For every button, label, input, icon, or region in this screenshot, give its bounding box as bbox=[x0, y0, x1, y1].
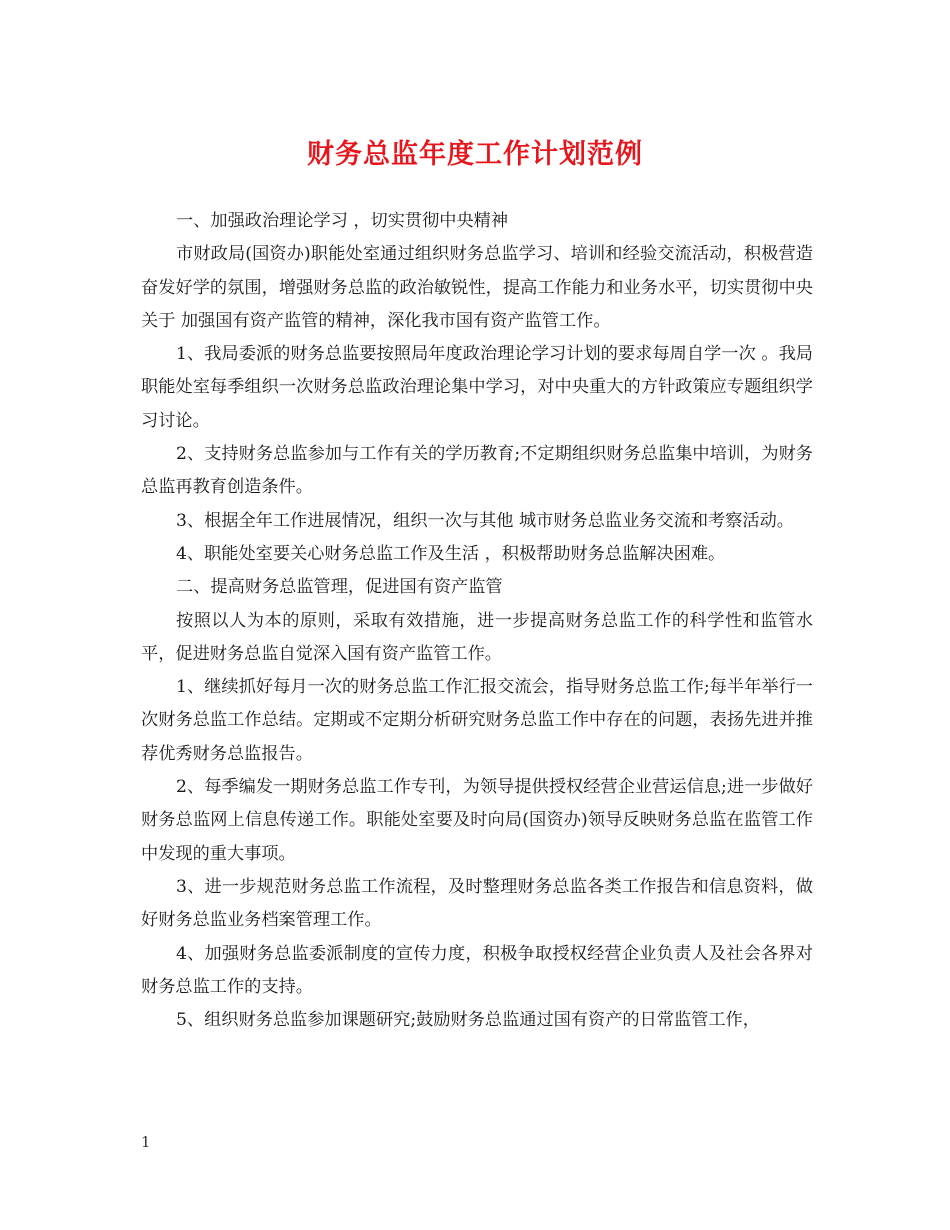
document-body bbox=[141, 205, 813, 1037]
section-heading-2: 二、提高财务总监管理，促进国有资产监管 bbox=[176, 577, 503, 598]
section-heading-1: 一、加强政治理论学习 ，切实贯彻中央精神 bbox=[176, 211, 509, 231]
paragraph: 1、我局委派的财务总监要按照局年度政治理论学习计划的要求每周自学一次 。我局职能处室每季组织一次财务总监政治理论集中学习，对中央重大的方针政策应专题组织学习讨论。 bbox=[141, 344, 813, 431]
paragraph: 4、加强财务总监委派制度的宣传力度，积极争取授权经营企业负责人及社会各界对财务总监工作的支持。 bbox=[141, 943, 813, 997]
paragraph: 按照以人为本的原则，采取有效措施，进一步提高财务总监工作的科学性和监管水平，促进财务总监自觉深入国有资产监管工作。 bbox=[141, 610, 813, 664]
paragraph: 2、每季编发一期财务总监工作专刊，为领导提供授权经营企业营运信息;进一步做好财务总监网上信息传递工作。职能处室要及时向局(国资办)领导反映财务总监在监管工作中发现的重大事项。 bbox=[141, 777, 813, 864]
paragraph: 2、支持财务总监参加与工作有关的学历教育;不定期组织财务总监集中培训，为财务总监再教育创造条件。 bbox=[141, 444, 813, 498]
paragraph: 1、继续抓好每月一次的财务总监工作汇报交流会，指导财务总监工作;每半年举行一次财务总监工作总结。定期或不定期分析研究财务总监工作中存在的问题，表扬先进并推荐优秀财务总监报告。 bbox=[141, 677, 813, 764]
document-title: 财务总监年度工作计划范例 bbox=[307, 139, 643, 170]
paragraph: 5、组织财务总监参加课题研究;鼓励财务总监通过国有资产的日常监管工作， bbox=[176, 1010, 760, 1031]
page-number: 1 bbox=[141, 1133, 151, 1151]
paragraph: 3、进一步规范财务总监工作流程，及时整理财务总监各类工作报告和信息资料，做好财务总监业务档案管理工作。 bbox=[141, 876, 813, 931]
paragraph: 3、根据全年工作进展情况，组织一次与其他 城市财务总监业务交流和考察活动。 bbox=[176, 510, 794, 531]
paragraph: 4、职能处室要关心财务总监工作及生活 ，积极帮助财务总监解决困难。 bbox=[176, 543, 726, 564]
paragraph: 市财政局(国资办)职能处室通过组织财务总监学习、培训和经验交流活动，积极营造奋发好学的氛围，增强财务总监的政治敏锐性，提高工作能力和业务水平，切实贯彻中央关于 加强国有资产监管的精神，深化我市国有资产监管工作。 bbox=[141, 244, 813, 331]
